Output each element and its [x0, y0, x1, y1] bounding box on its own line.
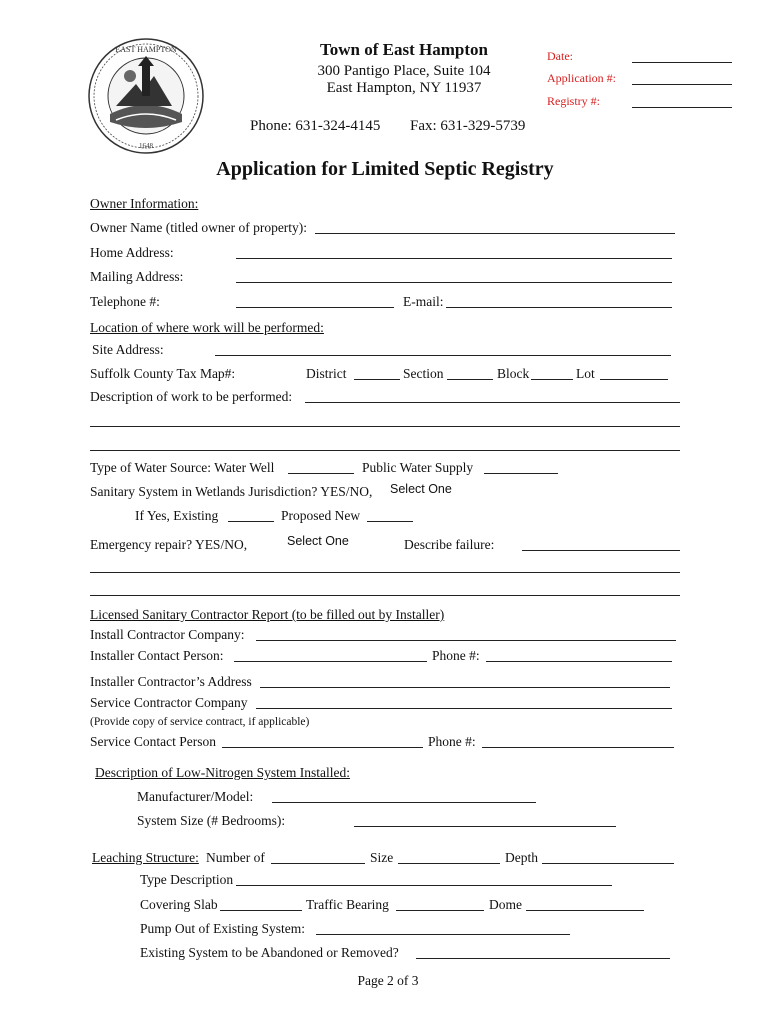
seal-year: 1648 [139, 142, 153, 150]
owner-name-field[interactable] [315, 233, 675, 234]
depth-label: Depth [505, 850, 538, 865]
mailing-address-field[interactable] [236, 282, 672, 283]
water-source-label: Type of Water Source: Water Well [90, 460, 275, 475]
public-water-field[interactable] [484, 473, 558, 474]
work-description-field-1[interactable] [305, 402, 680, 403]
work-description-label: Description of work to be performed: [90, 389, 293, 404]
system-heading: Description of Low-Nitrogen System Installed: [95, 765, 350, 780]
depth-field[interactable] [542, 863, 674, 864]
registry-number-label: Registry #: [547, 94, 600, 108]
home-address-field[interactable] [236, 258, 672, 259]
email-field[interactable] [446, 307, 672, 308]
proposed-new-label: Proposed New [281, 508, 361, 523]
traffic-bearing-field[interactable] [396, 910, 484, 911]
wetlands-label: Sanitary System in Wetlands Jurisdiction? YES/NO, [90, 484, 373, 499]
seal-text: EAST HAMPTON [115, 45, 177, 54]
dome-label: Dome [489, 897, 522, 912]
town-name: Town of East Hampton [320, 40, 488, 59]
tax-map-label: Suffolk County Tax Map#: [90, 366, 236, 381]
installer-contact-field[interactable] [234, 661, 427, 662]
covering-slab-field[interactable] [220, 910, 302, 911]
work-description-field-2[interactable] [90, 426, 680, 427]
service-contract-note: (Provide copy of service contract, if applicable) [90, 716, 310, 728]
leaching-size-field[interactable] [398, 863, 500, 864]
service-company-field[interactable] [256, 708, 672, 709]
pump-out-label: Pump Out of Existing System: [140, 921, 306, 936]
form-title: Application for Limited Septic Registry [216, 158, 554, 180]
home-address-label: Home Address: [90, 245, 174, 260]
traffic-bearing-label: Traffic Bearing [306, 897, 389, 912]
manufacturer-field[interactable] [272, 802, 536, 803]
site-address-field[interactable] [215, 355, 671, 356]
section-field[interactable] [447, 379, 493, 380]
type-description-field[interactable] [236, 885, 612, 886]
install-company-field[interactable] [256, 640, 676, 641]
existing-field[interactable] [228, 521, 274, 522]
installer-address-label: Installer Contractor’s Address [90, 674, 252, 689]
abandon-field[interactable] [416, 958, 670, 959]
leaching-heading-text: Leaching Structure: [92, 850, 199, 865]
service-company-label: Service Contractor Company [90, 695, 248, 710]
date-field[interactable] [632, 62, 732, 63]
service-contact-field[interactable] [222, 747, 423, 748]
telephone-label: Telephone #: [90, 294, 160, 309]
leaching-size-label: Size [370, 850, 394, 865]
application-number-field[interactable] [632, 84, 732, 85]
leaching-heading [92, 850, 199, 866]
describe-failure-field[interactable] [522, 550, 680, 551]
lot-field[interactable] [600, 379, 668, 380]
telephone-field[interactable] [236, 307, 394, 308]
type-description-label: Type Description [140, 872, 234, 887]
lot-label: Lot [576, 366, 595, 381]
contractor-heading: Licensed Sanitary Contractor Report (to be filled out by Installer) [90, 607, 445, 622]
town-address-1: 300 Pantigo Place, Suite 104 [317, 63, 491, 79]
water-well-field[interactable] [288, 473, 354, 474]
proposed-new-field[interactable] [367, 521, 413, 522]
number-of-label: Number of [206, 850, 265, 865]
district-field[interactable] [354, 379, 400, 380]
emergency-repair-label: Emergency repair? YES/NO, [90, 537, 248, 552]
site-address-label: Site Address: [92, 342, 164, 357]
district-label: District [306, 366, 347, 381]
wetlands-select[interactable]: Select One [390, 482, 452, 496]
service-phone-label: Phone #: [428, 734, 476, 749]
service-phone-field[interactable] [482, 747, 674, 748]
installer-address-field[interactable] [260, 687, 670, 688]
covering-slab-label: Covering Slab [140, 897, 218, 912]
owner-name-label: Owner Name (titled owner of property): [90, 220, 308, 235]
describe-failure-field-3[interactable] [90, 595, 680, 596]
work-description-field-3[interactable] [90, 450, 680, 451]
block-field[interactable] [531, 379, 573, 380]
application-number-label: Application #: [547, 71, 616, 85]
block-label: Block [497, 366, 530, 381]
town-address-2: East Hampton, NY 11937 [326, 80, 482, 96]
service-contact-label: Service Contact Person [90, 734, 216, 749]
dome-field[interactable] [526, 910, 644, 911]
describe-failure-field-2[interactable] [90, 572, 680, 573]
location-heading: Location of where work will be performed: [90, 320, 324, 335]
number-of-field[interactable] [271, 863, 365, 864]
date-label: Date: [547, 49, 573, 63]
registry-number-field[interactable] [632, 107, 732, 108]
abandon-label: Existing System to be Abandoned or Removed? [140, 945, 399, 960]
public-water-label: Public Water Supply [362, 460, 474, 475]
installer-contact-label: Installer Contact Person: [90, 648, 224, 663]
installer-phone-label: Phone #: [432, 648, 480, 663]
if-yes-existing-label: If Yes, Existing [135, 508, 219, 523]
install-company-label: Install Contractor Company: [90, 627, 245, 642]
system-size-field[interactable] [354, 826, 616, 827]
mailing-address-label: Mailing Address: [90, 269, 184, 284]
installer-phone-field[interactable] [486, 661, 672, 662]
manufacturer-label: Manufacturer/Model: [137, 789, 254, 804]
pump-out-field[interactable] [316, 934, 570, 935]
email-label: E-mail: [403, 294, 444, 309]
system-size-label: System Size (# Bedrooms): [137, 813, 286, 828]
owner-heading: Owner Information: [90, 196, 199, 211]
town-phone: Phone: 631-324-4145 [250, 118, 381, 134]
page-number: Page 2 of 3 [357, 973, 419, 988]
emergency-select[interactable]: Select One [287, 534, 349, 548]
describe-failure-label: Describe failure: [404, 537, 495, 552]
section-label: Section [403, 366, 444, 381]
town-fax: Fax: 631-329-5739 [410, 118, 526, 134]
